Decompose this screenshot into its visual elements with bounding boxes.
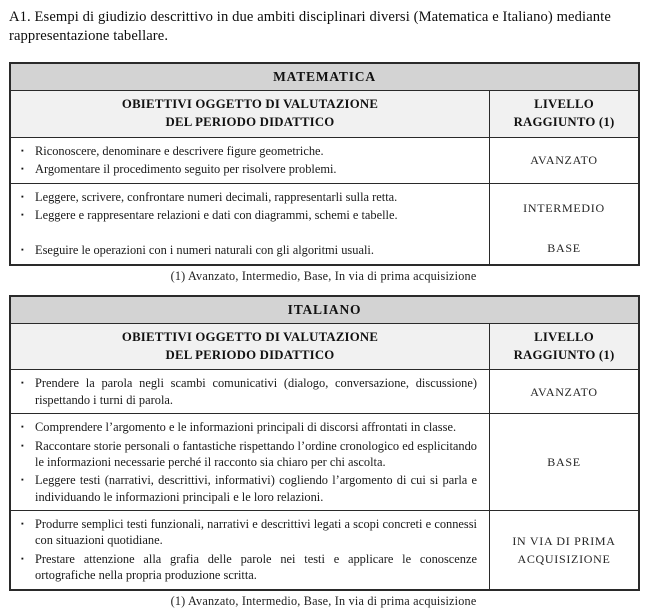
bullet-square-icon: ▪ — [21, 422, 24, 432]
page-title: A1. Esempi di giudizio descrittivo in due ambiti disciplinari diversi (Matematica e Italiano) mediante rappresentazione tabellare. — [9, 9, 611, 44]
objectives-cell — [11, 184, 490, 234]
bullet-square-icon: ▪ — [21, 145, 24, 155]
objectives-header-line2: DEL PERIODO DIDATTICO — [165, 347, 335, 362]
objective-text: Raccontare storie personali o fantastiche rispettando l’ordine cronologico ed esplicitando le informazioni necessarie perché il racconto sia chiaro per chi ascolta. — [35, 438, 477, 469]
table-row — [11, 370, 638, 413]
objective-text: Produrre semplici testi funzionali, narrativi e descrittivi legati a scopi concreti e connessi con situazioni quotidiane. — [35, 517, 477, 548]
table-title-matematica: MATEMATICA — [11, 64, 638, 91]
level-cell: BASE — [547, 241, 581, 256]
level-header-line1: LIVELLO — [534, 329, 594, 344]
objective-text: Prestare attenzione alla grafia delle parole nei testi e applicare le conoscenze ortografiche nella propria produzione scritta. — [35, 551, 477, 583]
bullet-square-icon: ▪ — [21, 553, 24, 563]
level-column-header — [490, 91, 638, 137]
table-row — [11, 233, 638, 263]
table-italiano — [9, 295, 640, 591]
level-cell: BASE — [547, 455, 581, 470]
legend-footnote: (1) Avanzato, Intermedio, Base, In via di prima acquisizione — [170, 268, 477, 283]
objectives-column-header — [11, 91, 490, 137]
objectives-cell — [11, 414, 490, 510]
table-row — [11, 138, 638, 183]
table-row — [11, 413, 638, 510]
level-cell: IN VIA DI PRIMA ACQUISIZIONE — [512, 533, 616, 566]
objectives-header-line1: OBIETTIVI OGGETTO DI VALUTAZIONE — [121, 329, 379, 344]
table-title-italiano: ITALIANO — [11, 297, 638, 324]
bullet-square-icon: ▪ — [21, 475, 24, 485]
table-header-row — [11, 324, 638, 371]
objective-text: Leggere e rappresentare relazioni e dati con diagrammi, schemi e tabelle. — [35, 207, 398, 222]
list-item — [19, 189, 477, 205]
objective-text: Riconoscere, denominare e descrivere figure geometriche. — [35, 143, 324, 158]
bullet-square-icon: ▪ — [21, 440, 24, 450]
bullet-square-icon: ▪ — [21, 519, 24, 529]
objective-text: Argomentare il procedimento seguito per risolvere problemi. — [35, 162, 337, 177]
list-item — [19, 438, 477, 471]
level-header-line2: RAGGIUNTO (1) — [513, 347, 615, 362]
level-column-header — [490, 324, 638, 370]
table-matematica — [9, 62, 640, 266]
objectives-cell — [11, 138, 490, 183]
bullet-square-icon: ▪ — [21, 378, 24, 388]
objective-text: Leggere testi (narrativi, descrittivi, informativi) cogliendo l’argomento di cui si parla e individuando le informazioni principali e le loro relazioni. — [35, 473, 477, 504]
bullet-square-icon: ▪ — [21, 209, 24, 219]
table-header-row — [11, 91, 638, 138]
objective-text: Eseguire le operazioni con i numeri naturali con gli algoritmi usuali. — [35, 243, 374, 258]
bullet-square-icon: ▪ — [21, 164, 24, 174]
level-cell: INTERMEDIO — [523, 201, 605, 216]
list-item — [19, 242, 477, 258]
objective-text: Prendere la parola negli scambi comunicativi (dialogo, conversazione, discussione) rispettando i turni di parola. — [35, 376, 477, 407]
level-cell: AVANZATO — [530, 384, 598, 399]
objectives-cell — [11, 233, 490, 263]
list-item — [19, 143, 477, 159]
list-item — [19, 419, 477, 435]
level-header-line1: LIVELLO — [534, 96, 594, 111]
list-item — [19, 472, 477, 505]
list-item — [19, 161, 477, 177]
bullet-square-icon: ▪ — [21, 191, 24, 201]
list-item — [19, 551, 477, 584]
list-item — [19, 207, 477, 223]
legend-footnote: (1) Avanzato, Intermedio, Base, In via di prima acquisizione — [170, 593, 477, 608]
list-item — [19, 375, 477, 408]
objectives-cell — [11, 511, 490, 589]
table-row — [11, 183, 638, 234]
objectives-header-line1: OBIETTIVI OGGETTO DI VALUTAZIONE — [121, 96, 379, 111]
list-item — [19, 516, 477, 549]
objectives-cell — [11, 370, 490, 413]
objective-text: Comprendere l’argomento e le informazioni principali di discorsi affrontati in classe. — [35, 420, 457, 435]
objective-text: Leggere, scrivere, confrontare numeri decimali, rappresentarli sulla retta. — [35, 189, 398, 204]
objectives-header-line2: DEL PERIODO DIDATTICO — [165, 114, 335, 129]
table-row — [11, 510, 638, 589]
level-header-line2: RAGGIUNTO (1) — [513, 114, 615, 129]
level-cell: AVANZATO — [530, 153, 598, 168]
bullet-square-icon: ▪ — [21, 245, 24, 255]
objectives-column-header — [11, 324, 490, 370]
